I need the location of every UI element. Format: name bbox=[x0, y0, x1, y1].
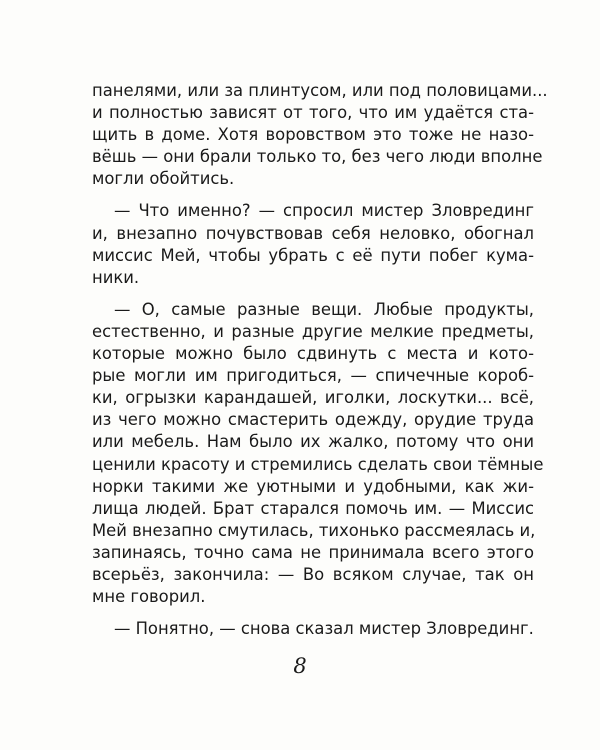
text-line: — Понятно, — снова сказал мистер Зловрединг. bbox=[114, 619, 534, 639]
text-line: ники. bbox=[92, 267, 140, 287]
body-text bbox=[92, 80, 548, 640]
text-line: норки такими же уютными и удобными, как жи- bbox=[92, 476, 534, 496]
text-line: могли обойтись. bbox=[92, 169, 235, 189]
text-line: запинаясь, точно сама не принимала всего этого bbox=[92, 542, 534, 562]
text-line: мне говорил. bbox=[92, 587, 206, 607]
text-line: вёшь — они брали только то, без чего люди вполне bbox=[92, 147, 543, 167]
text-line: естественно, и разные другие мелкие предметы, bbox=[92, 321, 534, 341]
text-line: ки, огрызки карандашей, иголки, лоскутки... всё, bbox=[92, 388, 534, 408]
text-line: миссис Мей, чтобы убрать с её пути побег кума- bbox=[92, 245, 534, 265]
text-line: или мебель. Нам было их жалко, потому что они bbox=[92, 432, 534, 452]
text-line: панелями, или за плинтусом, или под половицами... bbox=[92, 81, 548, 100]
text-line: — О, самые разные вещи. Любые продукты, bbox=[114, 299, 534, 319]
text-line: всерьёз, закончила: — Во всяком случае, так он bbox=[92, 564, 534, 584]
text-line: и полностью зависят от того, что им удаётся ста- bbox=[92, 103, 534, 123]
page-number: 8 bbox=[293, 654, 307, 678]
text-line: из чего можно смастерить одежду, орудие труда bbox=[92, 410, 534, 430]
text-line: — Что именно? — спросил мистер Зловрединг bbox=[114, 201, 534, 221]
text-line: рые могли им пригодиться, — спичечные короб- bbox=[92, 366, 534, 386]
text-line: щить в доме. Хотя воровством это тоже не назо- bbox=[92, 125, 534, 145]
text-line: лища людей. Брат старался помочь им. — Миссис bbox=[92, 498, 534, 518]
text-line: Мей внезапно смутилась, тихонько рассмеялась и, bbox=[92, 520, 536, 540]
text-line: и, внезапно почувствовав себя неловко, обогнал bbox=[92, 223, 534, 243]
text-line: которые можно было сдвинуть с места и кото- bbox=[92, 344, 534, 364]
text-line: ценили красоту и стремились сделать свои тёмные bbox=[92, 454, 544, 474]
